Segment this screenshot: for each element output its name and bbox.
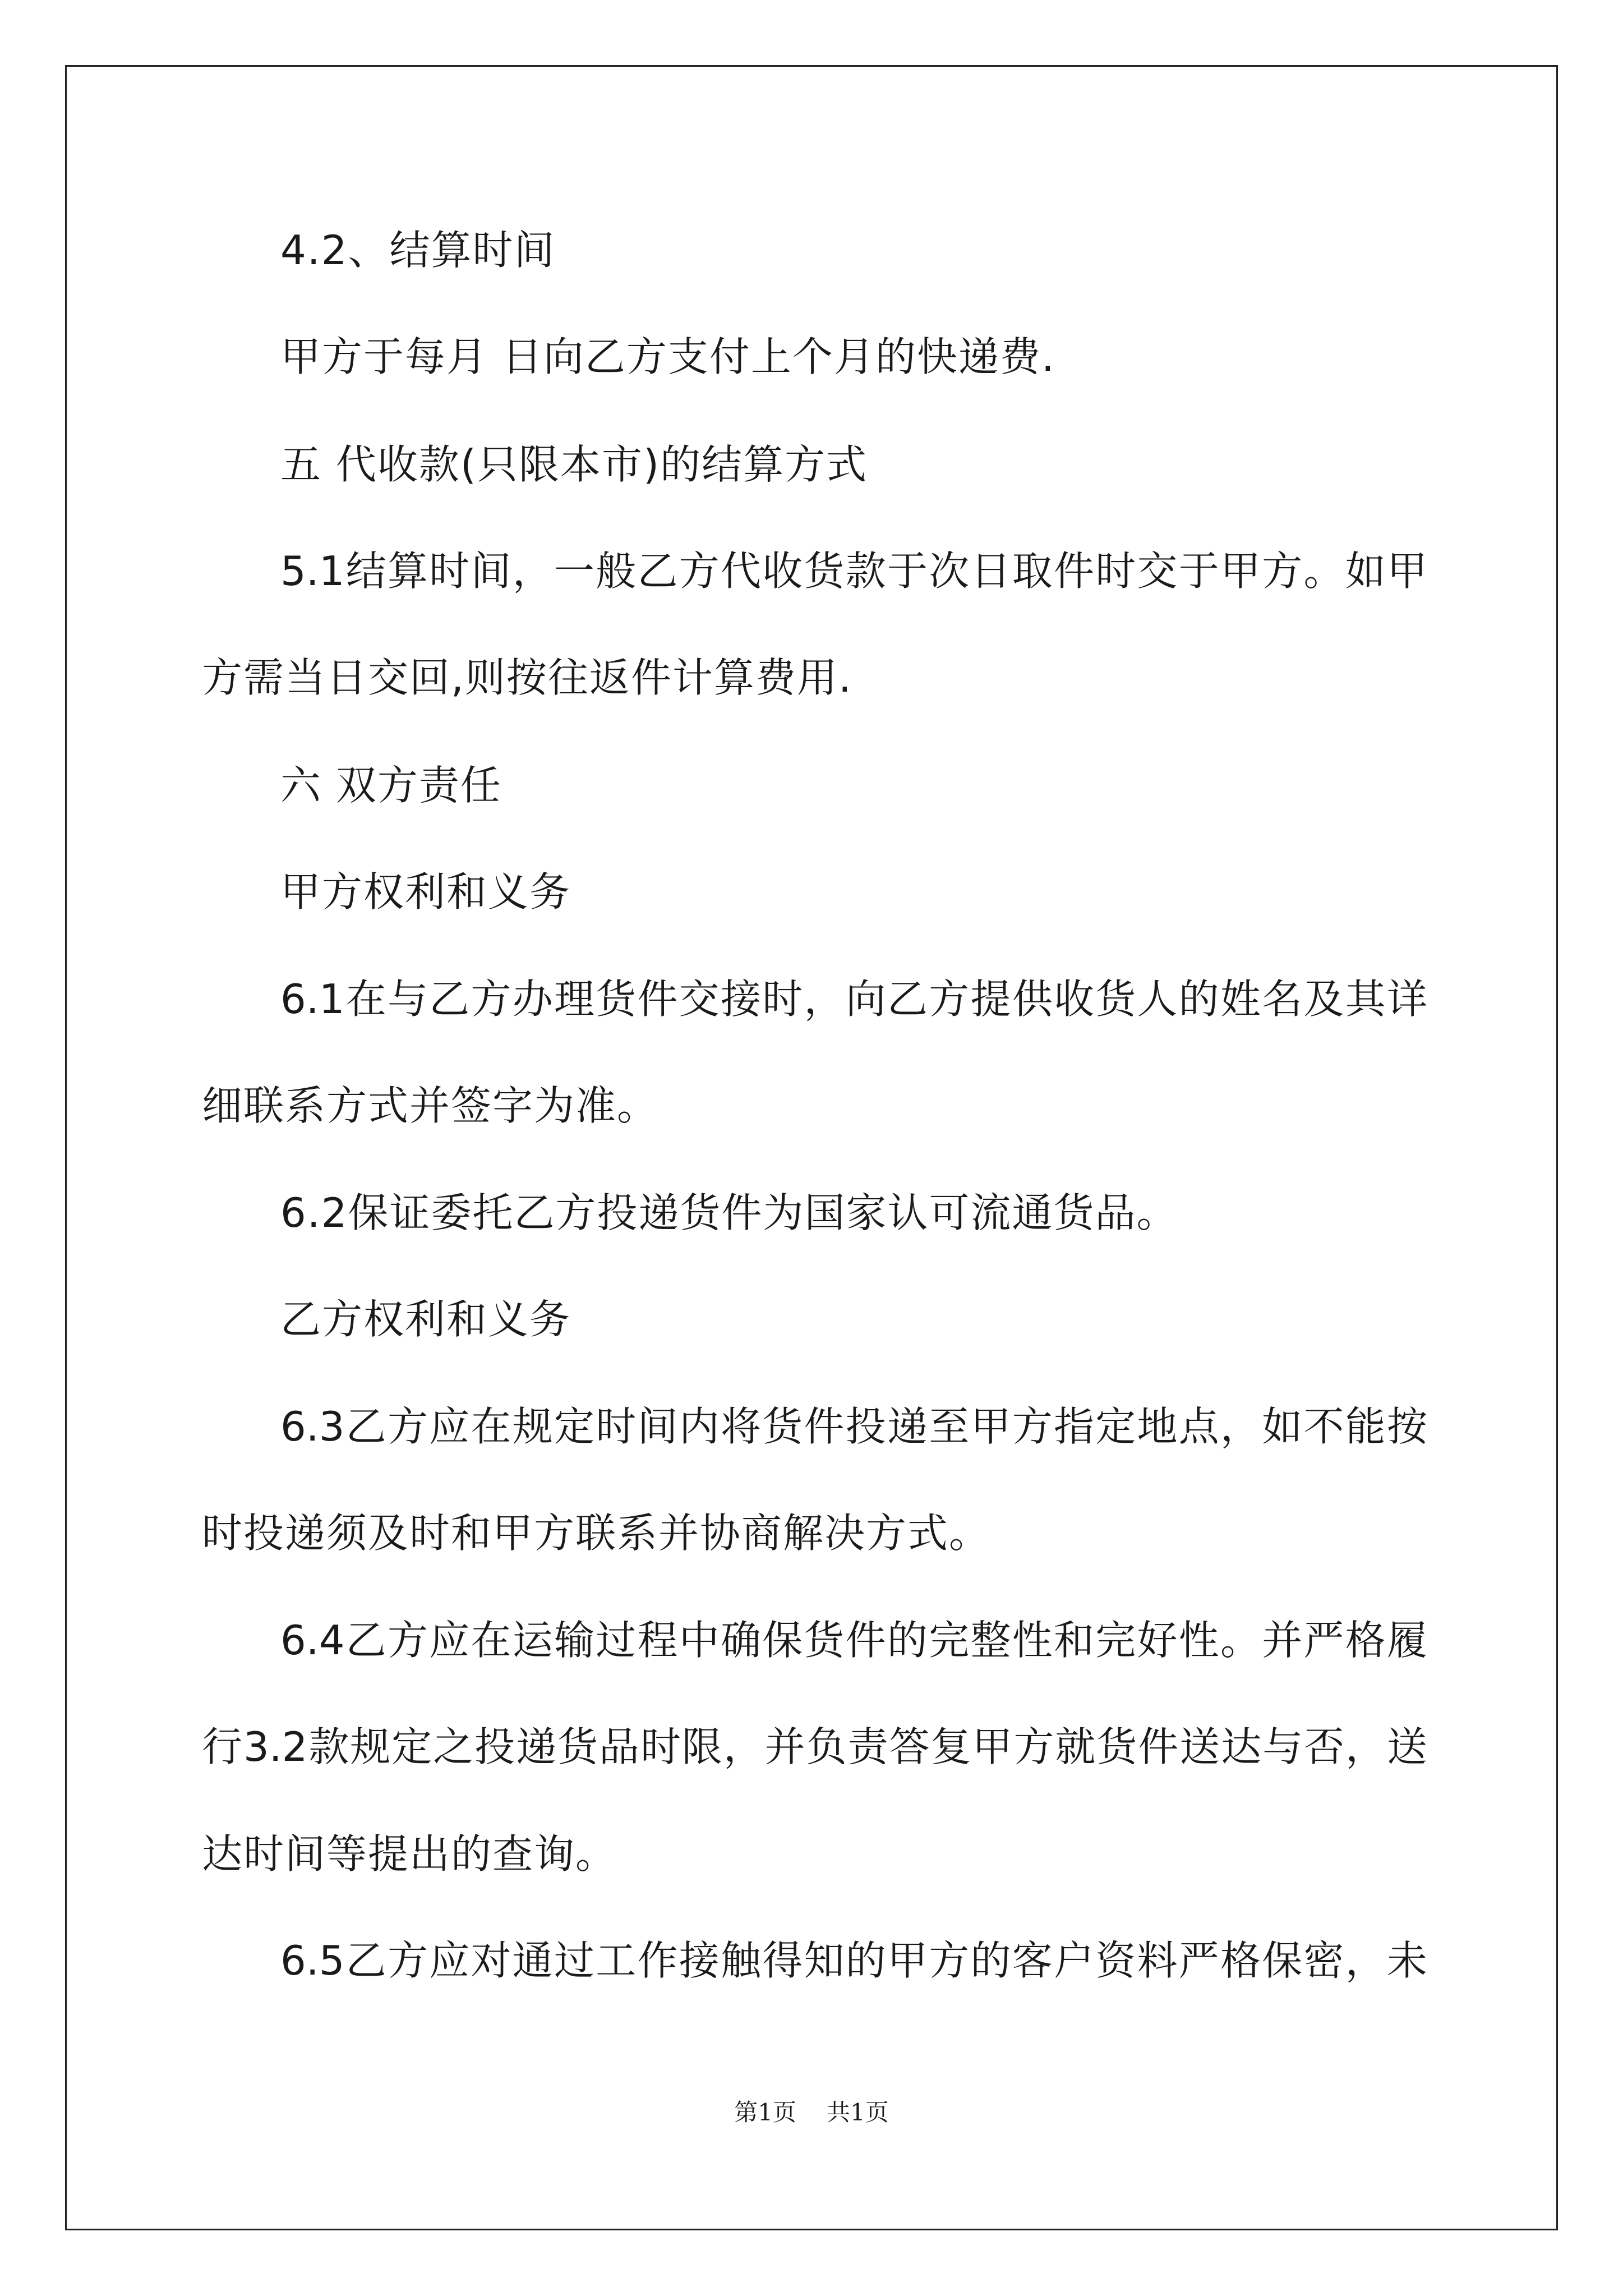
page-number: 第1页: [734, 2099, 796, 2126]
paragraph-line: 行3.2款规定之投递货品时限，并负责答复甲方就货件送达与否，送: [202, 1723, 1427, 1770]
paragraph-line: 时投递须及时和甲方联系并协商解决方式。: [202, 1510, 991, 1557]
subheading-party-a: 甲方权利和义务: [280, 868, 571, 915]
page-total: 共1页: [827, 2099, 889, 2126]
paragraph-line: 甲方于每月 日向乙方支付上个月的快递费.: [280, 333, 1055, 380]
page-footer: [0, 2101, 1623, 2124]
paragraph-line: 6.4乙方应在运输过程中确保货件的完整性和完好性。并严格履: [280, 1617, 1427, 1664]
paragraph-line: 6.1在与乙方办理货件交接时，向乙方提供收货人的姓名及其详: [280, 976, 1427, 1023]
page-border: [65, 65, 1558, 2230]
paragraph-line: 达时间等提出的查询。: [202, 1830, 617, 1878]
paragraph-line: 细联系方式并签字为准。: [202, 1082, 659, 1129]
section-heading-6: 六 双方责任: [280, 762, 502, 809]
subheading-party-b: 乙方权利和义务: [280, 1296, 571, 1343]
paragraph-line: 方需当日交回,则按往返件计算费用.: [202, 654, 852, 701]
paragraph-line: 6.3乙方应在规定时间内将货件投递至甲方指定地点，如不能按: [280, 1403, 1427, 1450]
paragraph-line: 6.5乙方应对通过工作接触得知的甲方的客户资料严格保密，未: [280, 1937, 1427, 1984]
paragraph-line: 5.1结算时间，一般乙方代收货款于次日取件时交于甲方。如甲: [280, 547, 1427, 595]
section-heading-5: 五 代收款(只限本市)的结算方式: [280, 441, 868, 488]
section-heading-4-2: 4.2、结算时间: [280, 227, 556, 274]
paragraph-line: 6.2保证委托乙方投递货件为国家认可流通货品。: [280, 1189, 1178, 1236]
